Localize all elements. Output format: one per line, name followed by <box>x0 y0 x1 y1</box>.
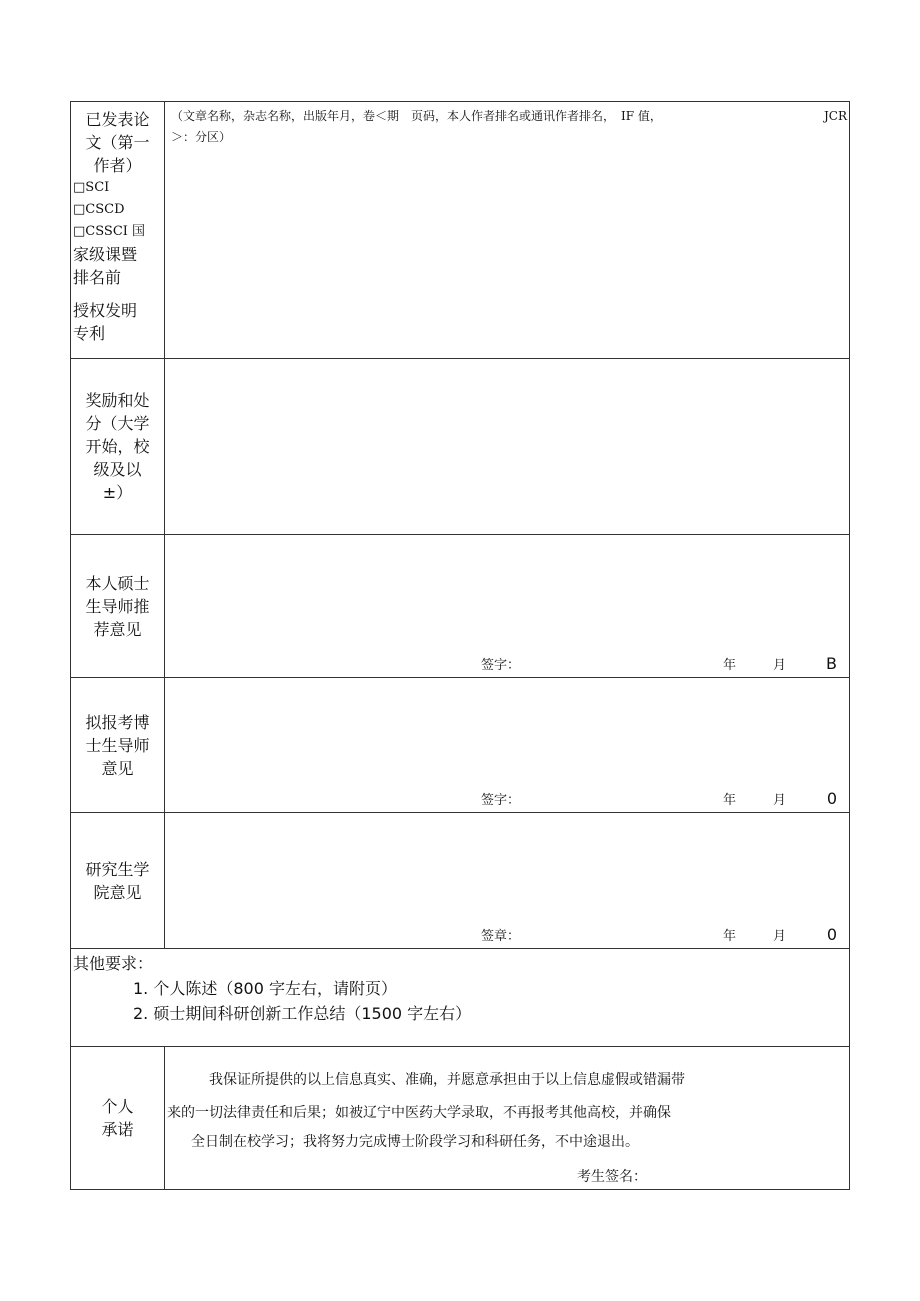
papers-hint-text: ＞：分区） <box>171 130 232 144</box>
awards-input-area[interactable] <box>165 359 849 534</box>
phd-advisor-label-line: 士生导师 <box>85 735 150 755</box>
other-requirements-title: 其他要求： <box>73 954 154 973</box>
year-label: 年 <box>723 929 737 944</box>
awards-label-line: 开始，校 <box>85 437 150 456</box>
papers-label-line: 文（第一 <box>85 133 150 152</box>
master-advisor-label-line: 荐意见 <box>93 619 142 639</box>
day-label: 0 <box>826 925 837 944</box>
phd-advisor-label-line: 意见 <box>101 758 134 778</box>
awards-label-line: 奖励和处 <box>85 391 150 410</box>
awards-label-line: ±） <box>102 483 133 502</box>
grad-school-label-line: 研究生学 <box>85 859 150 879</box>
master-advisor-label-line: 本人硕士 <box>85 573 150 593</box>
month-label: 月 <box>773 929 787 944</box>
candidate-signature-label: 考生签名： <box>577 1169 647 1185</box>
requirement-item: 2. 硕士期间科研创新工作总结（1500 字左右） <box>133 1004 472 1023</box>
master-advisor-label <box>71 535 165 677</box>
papers-label-line: 作者） <box>93 156 142 175</box>
phd-advisor-label-line: 拟报考博 <box>85 712 150 732</box>
requirement-item: 1. 个人陈述（800 字左右，请附页） <box>133 979 397 998</box>
master-advisor-row <box>70 534 850 677</box>
papers-label-line: 家级课暨 <box>73 245 138 264</box>
papers-hint-text: （文章名称，杂志名称，出版年月，卷＜期 页码，本人作者排名或通讯作者排名， IF 值， <box>171 109 662 123</box>
awards-row <box>70 358 850 534</box>
promise-text-line: 全日制在校学习；我将努力完成博士阶段学习和科研任务，不中途退出。 <box>191 1134 639 1150</box>
papers-label <box>71 102 165 358</box>
cssci-checkbox[interactable]: □CSSCI 国 <box>73 224 146 239</box>
awards-label-line: 级及以 <box>93 460 142 479</box>
promise-label <box>71 1047 165 1189</box>
promise-row <box>70 1046 850 1190</box>
year-label: 年 <box>723 793 737 808</box>
promise-label-line: 个人 <box>101 1097 134 1116</box>
day-label: 0 <box>826 789 837 808</box>
master-advisor-label-line: 生导师推 <box>85 596 150 616</box>
grad-school-row <box>70 812 850 948</box>
papers-label-line: 排名前 <box>73 268 122 287</box>
master-advisor-input-area[interactable] <box>165 535 849 677</box>
papers-input-area[interactable] <box>165 102 849 358</box>
papers-label-line: 已发表论 <box>85 110 150 129</box>
promise-label-line: 承诺 <box>101 1120 134 1139</box>
year-label: 年 <box>723 658 737 673</box>
grad-school-label <box>71 813 165 948</box>
other-requirements-row <box>70 948 850 1046</box>
papers-hint-tail: JCR <box>823 109 847 123</box>
patent-label-line: 专利 <box>73 324 106 343</box>
application-form <box>70 101 850 1190</box>
awards-label-line: 分（大学 <box>85 414 150 433</box>
month-label: 月 <box>773 793 787 808</box>
promise-text-line: 来的一切法律责任和后果；如被辽宁中医药大学录取，不再报考其他高校，并确保 <box>167 1105 671 1121</box>
phd-advisor-input-area[interactable] <box>165 678 849 812</box>
phd-advisor-label <box>71 678 165 812</box>
grad-school-input-area[interactable] <box>165 813 849 948</box>
papers-row <box>70 101 850 358</box>
signature-label: 签字： <box>481 658 521 673</box>
awards-label <box>71 359 165 534</box>
seal-label: 签章： <box>481 929 521 944</box>
grad-school-label-line: 院意见 <box>93 882 142 902</box>
month-label: 月 <box>773 658 787 673</box>
patent-label-line: 授权发明 <box>73 301 138 320</box>
papers-hint <box>171 106 847 148</box>
day-label: B <box>826 654 837 673</box>
promise-text-line: 我保证所提供的以上信息真实、准确，并愿意承担由于以上信息虚假或错漏带 <box>209 1072 685 1088</box>
signature-label: 签字： <box>481 793 521 808</box>
promise-text-area <box>165 1047 849 1189</box>
sci-checkbox[interactable]: □SCI <box>73 180 110 195</box>
phd-advisor-row <box>70 677 850 812</box>
cscd-checkbox[interactable]: □CSCD <box>73 202 125 217</box>
